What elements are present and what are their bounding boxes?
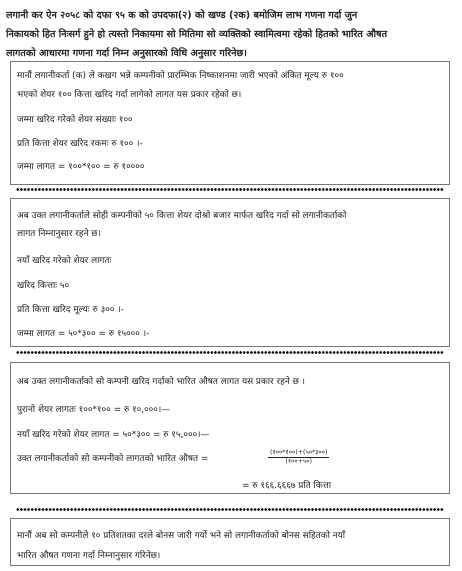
old-share-cost: पुरानो शेयर लागतः १००*१०० = रु १०,०००।— <box>17 405 171 415</box>
section-1-total-cost: जम्मा लागत = १००*१०० = रु १०००० <box>17 162 145 172</box>
section-1-intro-line-1: मानौं लगानीकर्ता (क) ले कखग भन्ने कम्पनीको प्रारम्भिक निष्काशनमा जारी भएको अंकित मूल्य रु १०० <box>17 71 344 81</box>
section-3-intro: अब उक्त लगानीकर्ताको सो कम्पनी खरिद गर्दाको भारित औषत लागत यस प्रकार रहने छ । <box>17 377 306 387</box>
new-shares-label: नयाँ खरिद गरेको शेयर लागतः <box>17 256 112 266</box>
price-per-unit: प्रति कित्ता खरिद मूल्यः रु ३०० ।- <box>17 305 124 315</box>
fraction-denominator: (१००+५०) <box>285 458 312 465</box>
dotted-separator <box>16 351 444 354</box>
section-4-intro-line-1: मानौं अब सो कम्पनीले १० प्रतिशतका दरले बोनस जारी गर्यो भने सो लगानीकर्ताको बोनस सहितको नयाँ <box>17 531 346 541</box>
heading-line-2: निकायको हित निःसर्ग हुने हो त्यस्तो निकायमा सो मितिमा सो व्यक्तिको स्वामित्वमा रहेको हितको भारित औषत <box>6 29 388 40</box>
section-2-intro-line-1: अब उक्त लगानीकर्ताले सोही कम्पनीको ५० कित्ता शेयर दोश्रो बजार मार्फत खरिद गर्दा सो लगानीकर्ताको <box>17 211 347 221</box>
section-1-intro-line-2: भएको शेयर १०० कित्ता खरिद गर्दा लागेको लागत यस प्रकार रहेको छ। <box>17 90 242 100</box>
dotted-separator <box>16 188 444 191</box>
new-share-cost: नयाँ खरिद गरेको शेयर लागत = ५०*३०० = रु १५,०००।— <box>17 430 210 440</box>
weighted-average-label: उक्त लगानीकर्ताको सो कम्पनीको लागतको भारित औषत = <box>17 454 209 464</box>
weighted-average-fraction <box>268 449 329 466</box>
heading-line-3: लागतको आधारमा गणना गर्दा निम्न अनुसारको विधि अनुसार गरिनेछ। <box>6 48 247 59</box>
section-2-intro-line-2: लागत निम्नानुसार रहने छ। <box>17 229 101 239</box>
section-4-intro-line-2: भारित औषत गणना गर्दा निम्नानुसार गरिनेछ। <box>17 551 161 561</box>
dotted-separator <box>16 508 444 511</box>
weighted-average-result: = रु १६६.६६६७ प्रति कित्ता <box>242 481 332 491</box>
section-2-total-cost: जम्मा लागत = ५०*३०० = रु १५००० ।- <box>17 329 150 339</box>
purchased-units: खरिद कित्ताः ५० <box>17 281 70 291</box>
heading-line-1: लगानी कर ऐन २०५८ को दफा ९५ क को उपदफा(२) को खण्ड (२क) बमोजिम लाभ गणना गर्दा जुन <box>6 10 358 21</box>
price-per-share: प्रति कित्ता शेयर खरिद रकमः रु १०० ।- <box>17 139 143 149</box>
fraction-numerator: (१००*१००)+(५०*३००) <box>270 449 328 456</box>
shares-count: जम्मा खरिद गरेको शेयर संख्याः १०० <box>17 115 133 125</box>
